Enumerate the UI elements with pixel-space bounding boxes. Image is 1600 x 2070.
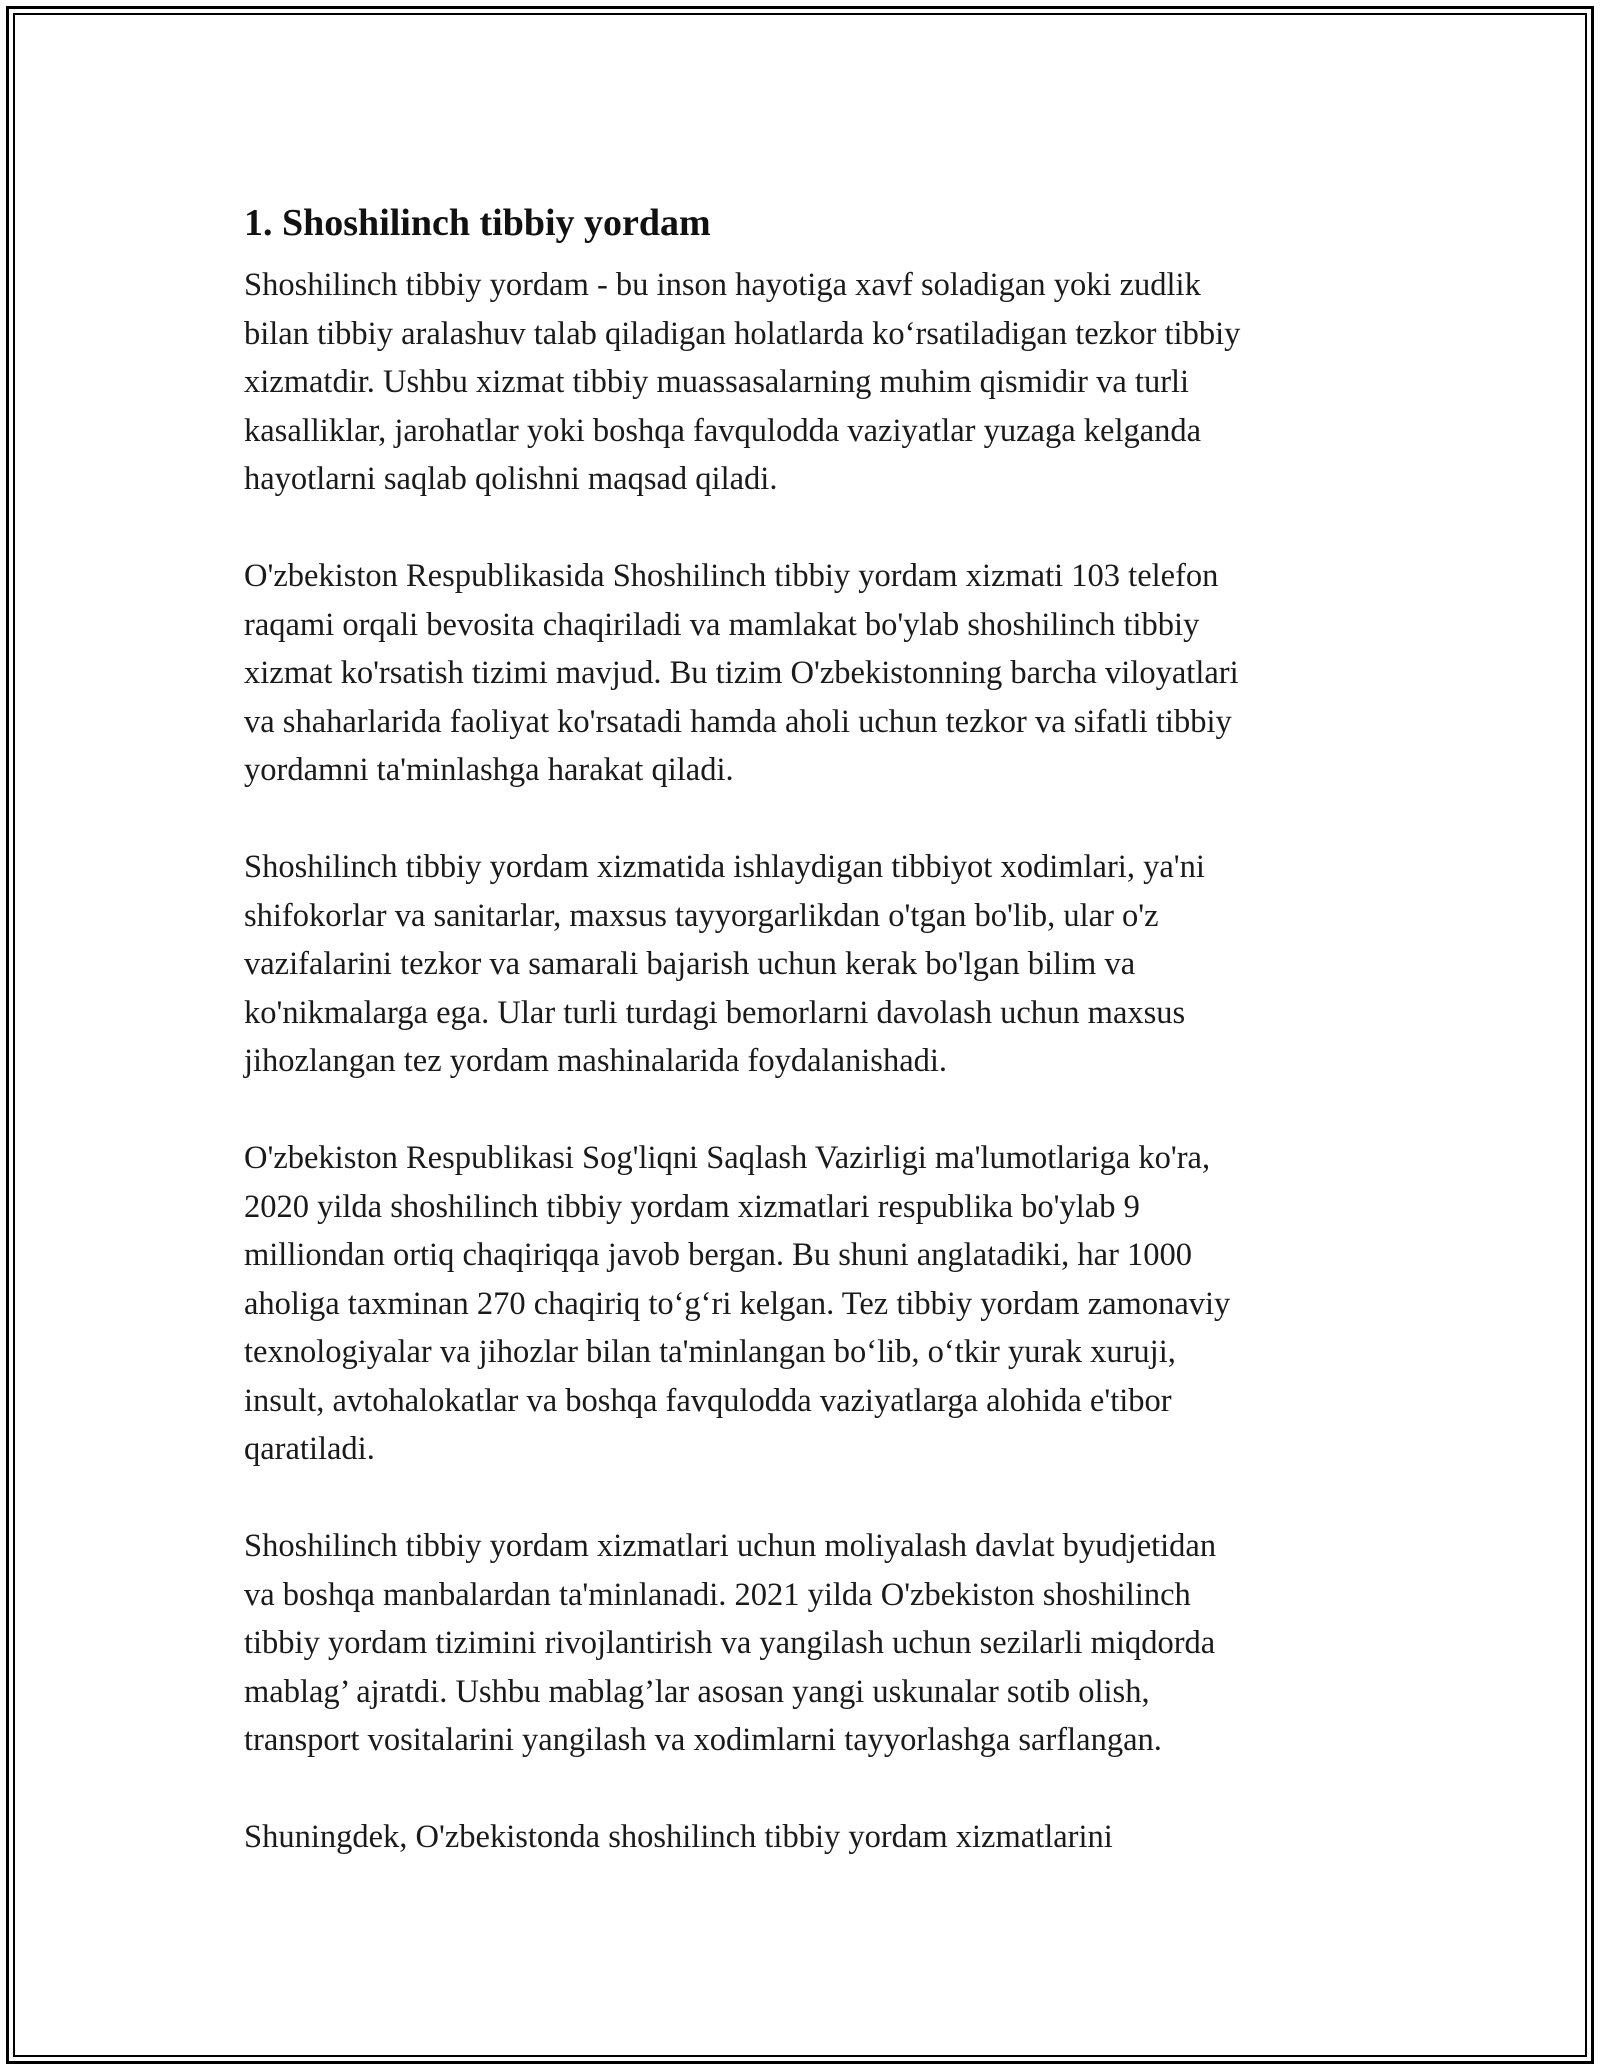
text-line: transport vositalarini yangilash va xodimlarni tayyorlashga sarflangan.	[244, 1722, 1162, 1758]
text-line: kasalliklar, jarohatlar yoki boshqa favqulodda vaziyatlar yuzaga kelganda	[244, 412, 1202, 449]
text-line: raqami orqali bevosita chaqiriladi va mamlakat bo'ylab shoshilinch tibbiy	[244, 606, 1200, 643]
paragraph-5	[244, 1522, 1394, 1765]
document-body	[244, 197, 1394, 1910]
text-line: Shoshilinch tibbiy yordam - bu inson hayotiga xavf soladigan yoki zudlik	[244, 267, 1201, 303]
paragraph-2	[244, 552, 1394, 795]
text-line: tibbiy yordam tizimini rivojlantirish va yangilash uchun sezilarli miqdorda	[244, 1625, 1216, 1661]
text-line: xizmat ko'rsatish tizimi mavjud. Bu tizim O'zbekistonning barcha viloyatlari	[244, 655, 1239, 691]
text-line: va boshqa manbalardan ta'minlanadi. 2021 yilda O'zbekiston shoshilinch	[244, 1576, 1191, 1613]
text-line: Shoshilinch tibbiy yordam xizmatida ishlaydigan tibbiyot xodimlari, ya'ni	[244, 849, 1205, 885]
text-line: milliondan ortiq chaqiriqqa javob bergan. Bu shuni anglatadiki, har 1000	[244, 1237, 1193, 1273]
text-line: texnologiyalar va jihozlar bilan ta'minlangan boʻlib, oʻtkir yurak xuruji,	[244, 1334, 1176, 1370]
text-line: vazifalarini tezkor va samarali bajarish uchun kerak bo'lgan bilim va	[244, 946, 1136, 982]
text-line: insult, avtohalokatlar va boshqa favqulodda vaziyatlarga alohida e'tibor	[244, 1382, 1172, 1419]
text-line: va shaharlarida faoliyat ko'rsatadi hamda aholi uchun tezkor va sifatli tibbiy	[244, 703, 1232, 740]
paragraph-6	[244, 1813, 1394, 1862]
text-line: shifokorlar va sanitarlar, maxsus tayyorgarlikdan o'tgan bo'lib, ular o'z	[244, 897, 1159, 934]
text-line: yordamni ta'minlashga harakat qiladi.	[244, 752, 734, 788]
section-heading: 1. Shoshilinch tibbiy yordam	[244, 202, 711, 244]
text-line: O'zbekiston Respublikasi Sog'liqni Saqlash Vazirligi ma'lumotlariga ko'ra,	[244, 1140, 1211, 1176]
paragraph-1	[244, 261, 1394, 504]
text-line: hayotlarni saqlab qolishni maqsad qiladi.	[244, 461, 778, 497]
text-line: jihozlangan tez yordam mashinalarida foydalanishadi.	[244, 1043, 948, 1079]
text-line: O'zbekiston Respublikasida Shoshilinch tibbiy yordam xizmati 103 telefon	[244, 558, 1219, 594]
text-line: xizmatdir. Ushbu xizmat tibbiy muassasalarning muhim qismidir va turli	[244, 364, 1190, 400]
paragraph-3	[244, 843, 1394, 1086]
text-line: ko'nikmalarga ega. Ular turli turdagi bemorlarni davolash uchun maxsus	[244, 994, 1186, 1031]
text-line: Shuningdek, O'zbekistonda shoshilinch tibbiy yordam xizmatlarini	[244, 1819, 1113, 1855]
text-line: mablag’ ajratdi. Ushbu mablag’lar asosan yangi uskunalar sotib olish,	[244, 1673, 1150, 1710]
text-line: bilan tibbiy aralashuv talab qiladigan holatlarda koʻrsatiladigan tezkor tibbiy	[244, 315, 1241, 352]
text-line: qaratiladi.	[244, 1431, 375, 1467]
text-line: aholiga taxminan 270 chaqiriq toʻgʻri kelgan. Tez tibbiy yordam zamonaviy	[244, 1285, 1231, 1322]
text-line: 2020 yilda shoshilinch tibbiy yordam xizmatlari respublika bo'ylab 9	[244, 1188, 1140, 1225]
text-line: Shoshilinch tibbiy yordam xizmatlari uchun moliyalash davlat byudjetidan	[244, 1528, 1217, 1564]
paragraph-4	[244, 1134, 1394, 1474]
page-frame	[6, 6, 1594, 2064]
